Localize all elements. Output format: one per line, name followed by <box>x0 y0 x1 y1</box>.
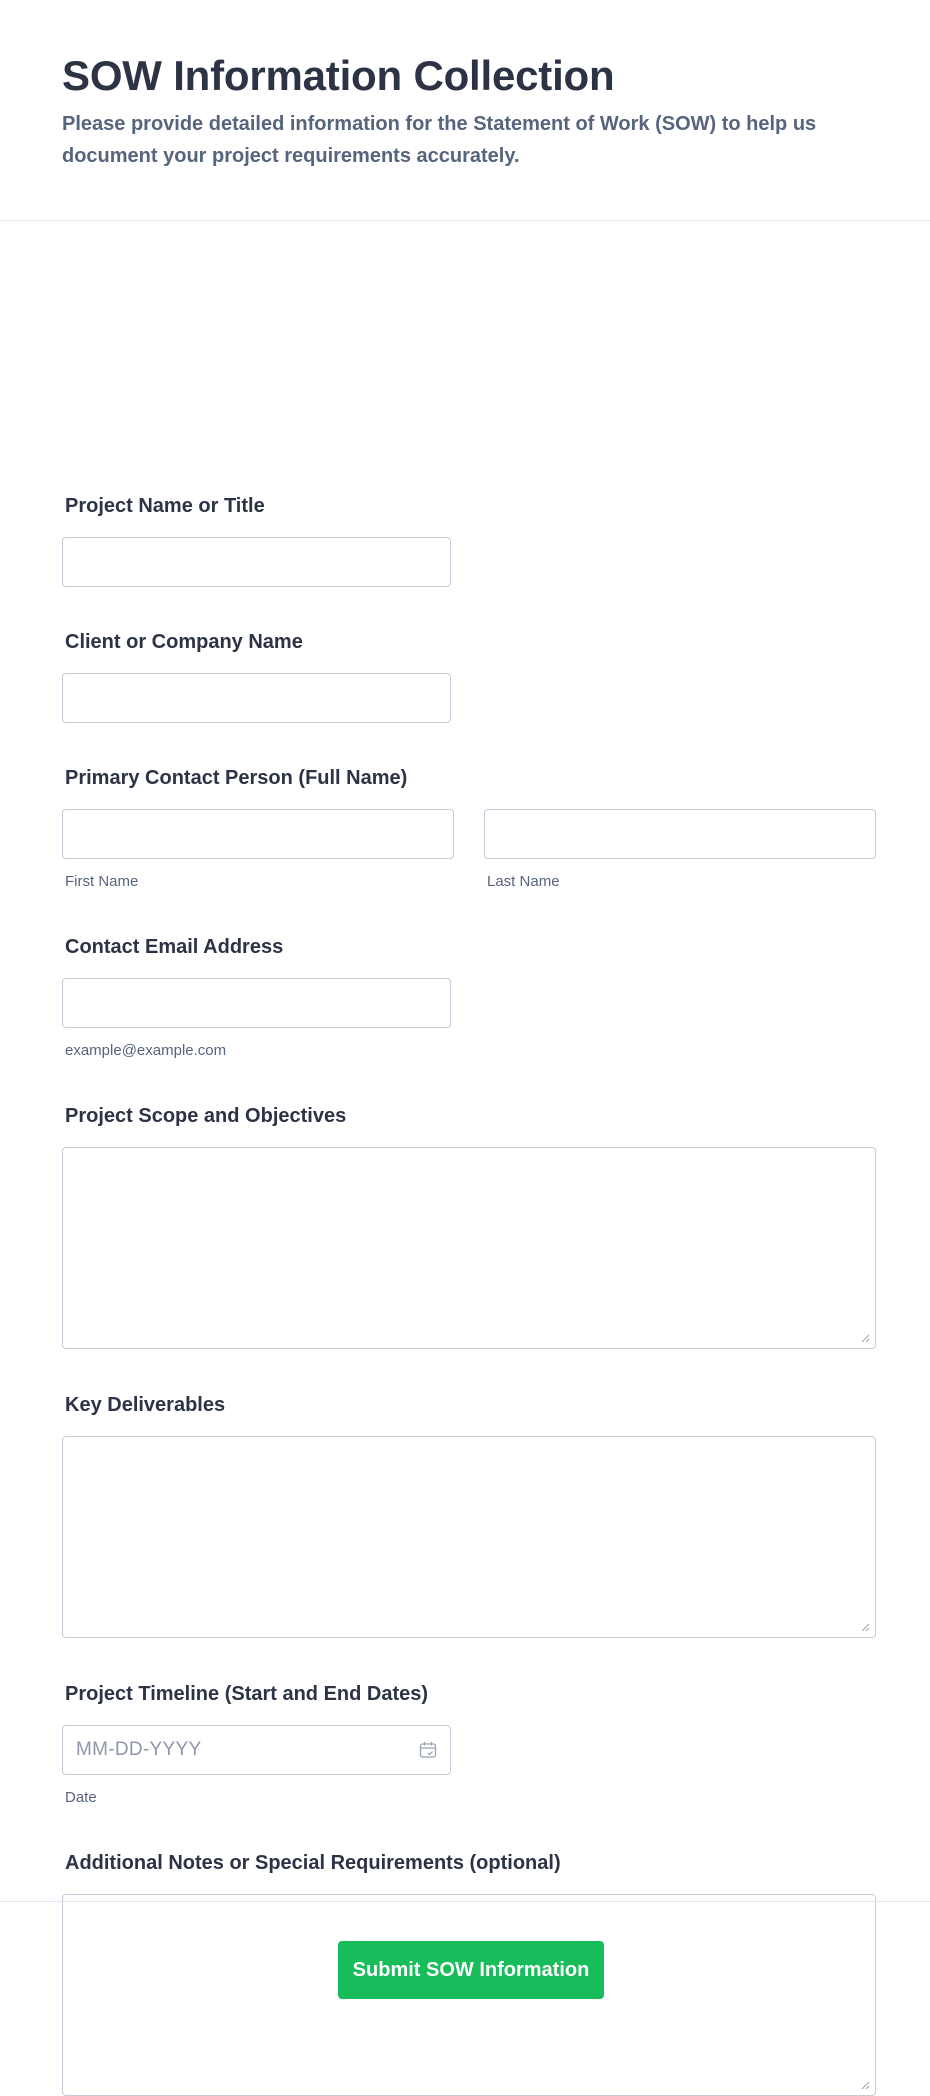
first-name-input[interactable] <box>62 809 454 859</box>
deliverables-label: Key Deliverables <box>65 1394 226 1416</box>
timeline-sublabel: Date <box>65 1789 97 1806</box>
contact-email-field <box>62 933 876 1061</box>
scope-label: Project Scope and Objectives <box>65 1105 347 1127</box>
client-name-label: Client or Company Name <box>65 631 303 653</box>
form-footer <box>0 1901 930 2049</box>
form-header <box>0 0 930 221</box>
deliverables-field <box>62 1391 876 1638</box>
calendar-icon[interactable] <box>419 1741 437 1759</box>
last-name-input[interactable] <box>484 809 876 859</box>
submit-button[interactable]: Submit SOW Information <box>338 1941 604 1999</box>
resize-grip-icon[interactable] <box>861 1623 870 1632</box>
page-subtitle: Please provide detailed information for the Statement of Work (SOW) to help us document your project requirements accurately. <box>62 113 817 167</box>
contact-email-sublabel: example@example.com <box>65 1042 227 1059</box>
contact-email-label: Contact Email Address <box>65 936 284 958</box>
resize-grip-icon[interactable] <box>861 1334 870 1343</box>
project-name-input[interactable] <box>62 537 451 587</box>
deliverables-textarea[interactable] <box>62 1436 876 1638</box>
project-name-field <box>62 492 876 587</box>
last-name-sublabel: Last Name <box>487 873 560 890</box>
timeline-date-input[interactable] <box>62 1725 451 1775</box>
client-name-input[interactable] <box>62 673 451 723</box>
project-name-label: Project Name or Title <box>65 495 265 517</box>
client-name-field <box>62 628 876 723</box>
scope-field <box>62 1102 876 1349</box>
date-placeholder: MM-DD-YYYY <box>76 1739 202 1760</box>
contact-person-label: Primary Contact Person (Full Name) <box>65 767 408 789</box>
notes-label: Additional Notes or Special Requirements (optional) <box>65 1852 561 1874</box>
timeline-label: Project Timeline (Start and End Dates) <box>65 1683 429 1705</box>
page-title: SOW Information Collection <box>62 52 615 99</box>
first-name-sublabel: First Name <box>65 873 139 890</box>
contact-person-field <box>62 764 876 892</box>
scope-textarea[interactable] <box>62 1147 876 1349</box>
timeline-field <box>62 1680 876 1808</box>
contact-email-input[interactable] <box>62 978 451 1028</box>
resize-grip-icon[interactable] <box>861 2081 870 2090</box>
